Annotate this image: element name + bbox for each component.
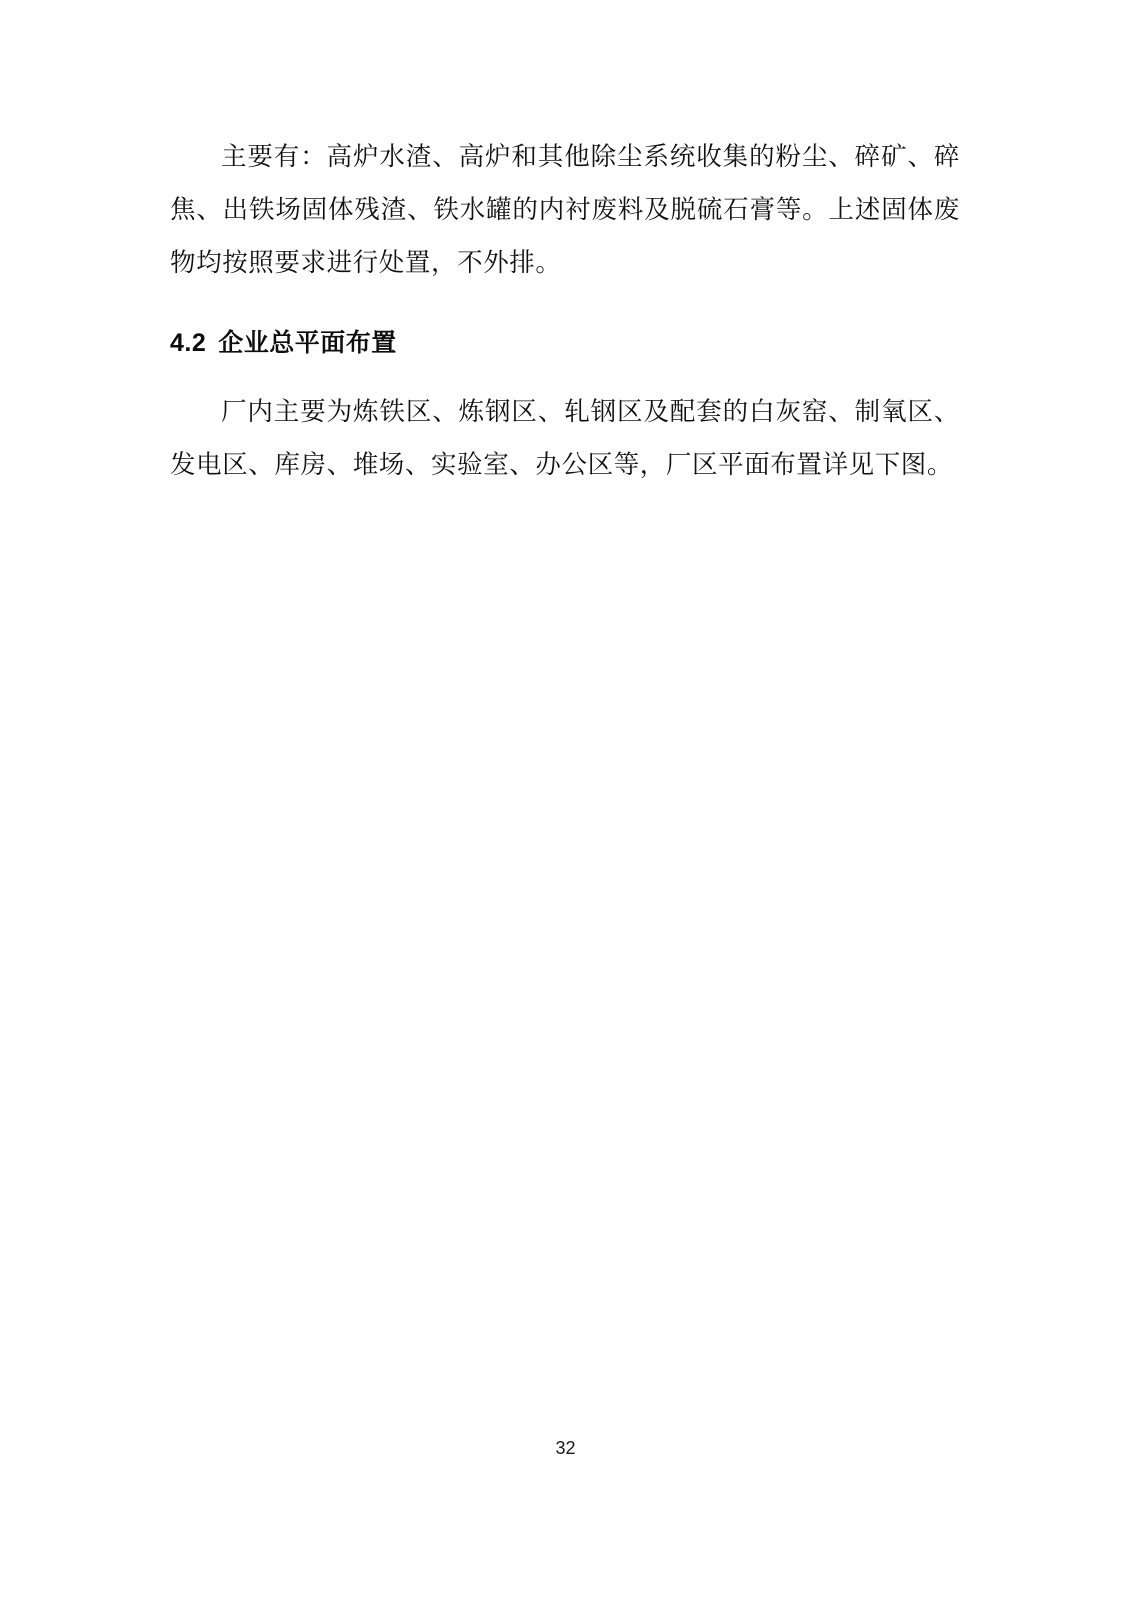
section-heading-text: 企业总平面布置 xyxy=(218,329,397,357)
page-content xyxy=(170,130,960,1397)
paragraph-plant-layout: 厂内主要为炼铁区、炼钢区、轧钢区及配套的白灰窑、制氧区、发电区、库房、堆场、实验室、办公区等，厂区平面布置详见下图。 xyxy=(170,397,960,479)
paragraph-solid-waste: 主要有：高炉水渣、高炉和其他除尘系统收集的粉尘、碎矿、碎焦、出铁场固体残渣、铁水罐的内衬废料及脱硫石膏等。上述固体废物均按照要求进行处置，不外排。 xyxy=(170,142,960,277)
page-number: 32 xyxy=(555,1438,576,1458)
section-heading-4-2 xyxy=(170,323,960,359)
section-heading-number: 4.2 xyxy=(170,329,207,357)
blank-area xyxy=(170,497,960,1397)
